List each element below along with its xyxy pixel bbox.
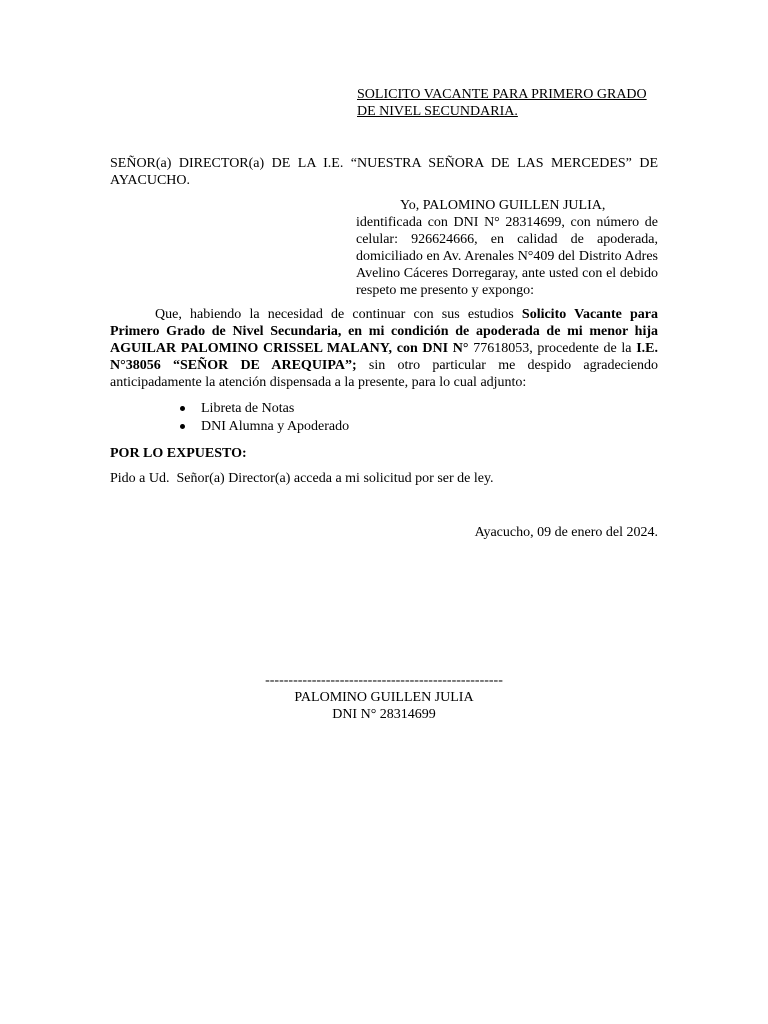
signature-block bbox=[234, 672, 534, 723]
bullet-icon bbox=[180, 406, 185, 411]
date-line: Ayacucho, 09 de enero del 2024. bbox=[474, 525, 658, 540]
bullet-icon bbox=[180, 424, 185, 429]
intro-paragraph bbox=[356, 197, 658, 299]
intro-rest: identificada con DNI N° 28314699, con número de celular: 926624666, en calidad de apoderada, domiciliado en Av. Arenales N°409 del Distrito Adres Avelino Cáceres Dorregaray, ante usted con el debido respeto me presento y expongo: bbox=[356, 215, 658, 298]
body-text-1: Que, habiendo la necesidad de continuar con sus estudios bbox=[155, 307, 522, 322]
body-text-3: sin otro particular me despido agradeciendo anticipadamente la atención dispensada a la presente, para lo cual adjunto: bbox=[110, 358, 658, 390]
signatory-name: PALOMINO GUILLEN JULIA bbox=[294, 690, 474, 705]
subject-line-2: DE NIVEL SECUNDARIA. bbox=[357, 104, 518, 119]
intro-first-line: Yo, PALOMINO GUILLEN JULIA, bbox=[400, 198, 606, 213]
petition-text: Pido a Ud. Señor(a) Director(a) acceda a mi solicitud por ser de ley. bbox=[110, 471, 494, 486]
body-bold-1: Solicito Vacante para Primero Grado de Nivel Secundaria, en mi condición de apoderada de mi menor hija AGUILAR PALOMINO CRISSEL MALANY, con DNI N° bbox=[110, 307, 658, 356]
signature-line: --------------------------------------------------- bbox=[265, 673, 503, 688]
attachments-list bbox=[175, 400, 595, 436]
signatory-dni: DNI N° 28314699 bbox=[332, 707, 436, 722]
addressee: SEÑOR(a) DIRECTOR(a) DE LA I.E. “NUESTRA SEÑORA DE LAS MERCEDES” DE AYACUCHO. bbox=[110, 156, 658, 188]
subject-heading bbox=[357, 86, 667, 120]
body-paragraph bbox=[110, 306, 658, 391]
attachment-label: Libreta de Notas bbox=[201, 401, 295, 416]
list-item bbox=[175, 400, 595, 418]
por-lo-expuesto-heading: POR LO EXPUESTO: bbox=[110, 446, 247, 461]
list-item bbox=[175, 418, 595, 436]
attachment-label: DNI Alumna y Apoderado bbox=[201, 419, 350, 434]
body-text-2: 77618053, procedente de la bbox=[468, 341, 637, 356]
subject-line-1: SOLICITO VACANTE PARA PRIMERO GRADO bbox=[357, 87, 647, 102]
body-bold-2: I.E. N°38056 “SEÑOR DE AREQUIPA”; bbox=[110, 341, 658, 373]
